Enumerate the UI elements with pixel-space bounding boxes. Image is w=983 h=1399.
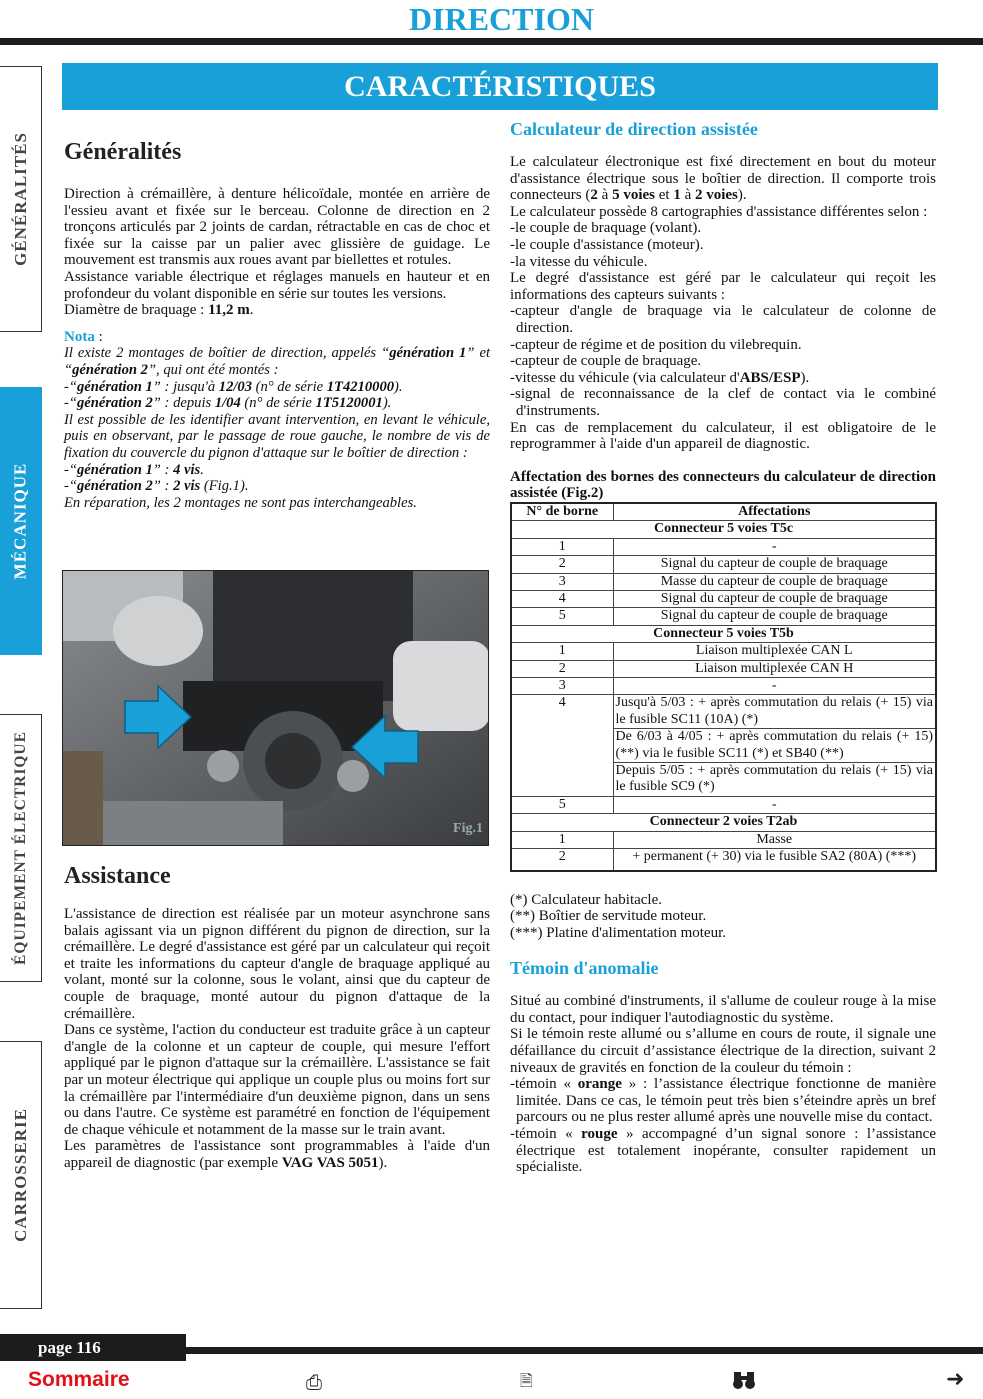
list-item: -le couple de braquage (volant). (510, 220, 702, 237)
list-item: -la vitesse du véhicule. (510, 253, 648, 270)
list-item: -signal de reconnaissance de la clef de contact via le combiné d'instruments. (510, 386, 936, 419)
table-row: 1 Masse (511, 831, 936, 848)
printer-icon[interactable]: ⎙ (306, 1370, 322, 1394)
generalites-p3: Diamètre de braquage : 11,2 m. (64, 302, 254, 319)
temoin-heading: Témoin d'anomalie (510, 958, 659, 979)
photo-illustration (63, 571, 489, 846)
sidebar-label: GÉNÉRALITÉS (10, 132, 30, 266)
section-banner: CARACTÉRISTIQUES (62, 63, 938, 110)
header-rule (0, 38, 983, 45)
table-row: 4 Jusqu'à 5/03 : + après commutation du relais (+ 15) via le fusible SC11 (10A) (*) (511, 695, 936, 729)
table-row: 1 - (511, 538, 936, 555)
table-row: 3 - (511, 677, 936, 694)
nota-title: Nota : (64, 328, 103, 345)
table-section-title: Connecteur 2 voies T2ab (511, 814, 936, 831)
right-column (510, 118, 936, 1176)
generalites-p1: Direction à crémaillère, à denture hélicoïdale, montée en arrière de l'essieu avant et fixée sur le berceau. Colonne de direction en 2 tronçons articulés par 2 joints de cardan, rétractable en cas de choc et fixée sur la caisse par un palier avec glissière de guidage. Le mouvement est transmis aux roues avant par biellettes et rotules. (64, 186, 490, 269)
left-column (64, 138, 490, 511)
sidebar-label: CARROSSERIE (10, 1108, 30, 1242)
table-row: De 6/03 à 4/05 : + après commutation du relais (+ 15) (**) via le fusible SC11 (*) et SB40 (**) (511, 729, 936, 763)
temoin-p1: Situé au combiné d'instruments, il s'allume de couleur rouge à la mise du contact, pour indiquer l'autodiagnostic du système. (510, 993, 936, 1026)
document-icon[interactable]: 🗎 (520, 1371, 533, 1390)
sidebar-item-carrosserie[interactable] (0, 1041, 42, 1309)
table-row: 2 Signal du capteur de couple de braquage (511, 556, 936, 573)
sidebar-item-generalites[interactable] (0, 66, 42, 332)
assistance-p2: Dans ce système, l'action du conducteur est traduite grâce à un capteur d'angle de la colonne et un capteur de couple, qui mesure l'effort appliqué par le pignon d'attaque sur la crémaillère. L'assistance se fait par un moteur électrique qui applique un couple plus ou moins fort sur la crémaillère par l'intermédiaire d'un deuxième pignon, dans un sens ou dans l'autre. Ce système est paramétré en fonction de l'équipement de chaque véhicule et notamment de la masse sur le train avant. (64, 1022, 490, 1138)
assistance-p3: Les paramètres de l'assistance sont programmables à l'aide d'un appareil de diagnostic (par exemple VAG VAS 5051). (64, 1138, 490, 1171)
calculateur-p4: En cas de remplacement du calculateur, il est obligatoire de le reprogrammer à l'aide d'un appareil de diagnostic. (510, 419, 936, 453)
table-row: 5 - (511, 796, 936, 813)
connector-table (510, 502, 937, 872)
list-item: -le couple d'assistance (moteur). (510, 236, 704, 253)
calculateur-p2: Le calculateur possède 8 cartographies d'assistance différentes selon : (510, 203, 928, 220)
footnote: (***) Platine d'alimentation moteur. (510, 924, 726, 941)
sidebar-label: ÉQUIPEMENT ÉLECTRIQUE (11, 731, 29, 965)
list-item: -témoin « rouge » accompagné d’un signal sonore : l’assistance électrique est totalement inopérante, consulter rapidement un spécialiste. (510, 1126, 936, 1176)
sidebar-item-equipement-electrique[interactable] (0, 714, 42, 982)
page-title: DIRECTION (409, 1, 594, 37)
footer-nav (0, 1366, 983, 1396)
sidebar-label: MÉCANIQUE (10, 462, 30, 580)
sommaire-link[interactable]: Sommaire (28, 1368, 130, 1391)
list-item: -capteur d'angle de braquage via le calculateur de colonne de direction. (510, 303, 936, 336)
figure-label: Fig.1 (453, 821, 483, 836)
table-row: 2 + permanent (+ 30) via le fusible SA2 (80A) (***) (511, 849, 936, 871)
list-item: -vitesse du véhicule (via calculateur d'ABS/ESP). (510, 369, 810, 386)
table-row: Depuis 5/05 : + après commutation du relais (+ 15) via le fusible SC9 (*) (511, 762, 936, 796)
list-item: -capteur de couple de braquage. (510, 353, 702, 370)
footnote: (**) Boîtier de servitude moteur. (510, 908, 707, 925)
table-header-row (511, 503, 936, 521)
list-item: -capteur de régime et de position du vilebrequin. (510, 336, 802, 353)
generalites-heading: Généralités (64, 139, 182, 165)
table-row: 1 Liaison multiplexée CAN L (511, 643, 936, 660)
list-item: -témoin « orange » : l’assistance électrique fonctionne de manière limitée. Dans ce cas, le témoin peut très bien s’éteindre après un bref parcours ou ne plus rester allumé après une nouvelle mise du contact. (510, 1076, 937, 1126)
calculateur-p1: Le calculateur électronique est fixé directement en bout du moteur d'assistance électrique sous le boîtier de direction. Il comporte trois connecteurs (2 à 5 voies et 1 à 2 voies). (510, 154, 936, 204)
table-caption: Affectation des bornes des connecteurs du calculateur de direction assistée (Fig.2) (510, 468, 936, 502)
assistance-section (64, 862, 490, 1172)
table-header: Affectations (613, 503, 936, 521)
sidebar-item-mecanique[interactable] (0, 387, 42, 655)
table-section-title: Connecteur 5 voies T5b (511, 625, 936, 642)
table-row: 4 Signal du capteur de couple de braquage (511, 590, 936, 607)
table-section-title: Connecteur 5 voies T5c (511, 521, 936, 538)
temoin-p2: Si le témoin reste allumé ou s’allume en cours de route, il signale une défaillance du circuit d’assistance électrique de la direction, suivant 2 niveaux de gravités en fonction de la couleur du témoin : (510, 1026, 936, 1076)
table-row: 2 Liaison multiplexée CAN H (511, 660, 936, 677)
generalites-p2: Assistance variable électrique et réglages manuels en hauteur et en profondeur du volant disponible en série sur toutes les versions. (64, 268, 490, 302)
table-row: 3 Masse du capteur de couple de braquage (511, 573, 936, 590)
calculateur-heading: Calculateur de direction assistée (510, 119, 758, 139)
assistance-heading: Assistance (64, 863, 171, 889)
next-arrow-icon[interactable]: ➜ (946, 1367, 965, 1392)
page-number: page 116 (0, 1334, 186, 1361)
nota-body: Il existe 2 montages de boîtier de direction, appelés “génération 1” et “génération 2”, qui ont été montés : -“génération 1” : jusqu'à 12/03 (n° de série 1T4210000). -“génération 2” : depuis 1/04 (n° de série 1T5120001). Il est possible de les identifier avant intervention, en levant le véhicule, puis en observant, par le passage de roue gauche, le nombre de vis de fixation du couvercle du pignon d'attaque sur le boîtier de direction : -“génération 1” : 4 vis. -“génération 2” : 2 vis (Fig.1). En réparation, les 2 montages ne sont pas interchangeables. (64, 345, 490, 511)
table-header: N° de borne (511, 503, 613, 521)
binoculars-icon[interactable] (732, 1370, 756, 1395)
footnote: (*) Calculateur habitacle. (510, 891, 663, 908)
calculateur-p3: Le degré d'assistance est géré par le calculateur qui reçoit les informations des capteurs suivants : (510, 270, 936, 303)
table-row: 5 Signal du capteur de couple de braquage (511, 608, 936, 625)
steering-box-photo (62, 570, 489, 846)
assistance-p1: L'assistance de direction est réalisée par un moteur asynchrone sans balais agissant via un pignon différent du pignon de direction, sur la crémaillère. Le degré d'assistance est géré par un calculateur qui reçoit et traite les informations du capteur d'angle de braquage appliqué au volant, monté sur la colonne, sous le volant, ainsi que du capteur de couple de braquage, monté autour du pignon d'attaque de la crémaillère. (64, 906, 490, 1022)
